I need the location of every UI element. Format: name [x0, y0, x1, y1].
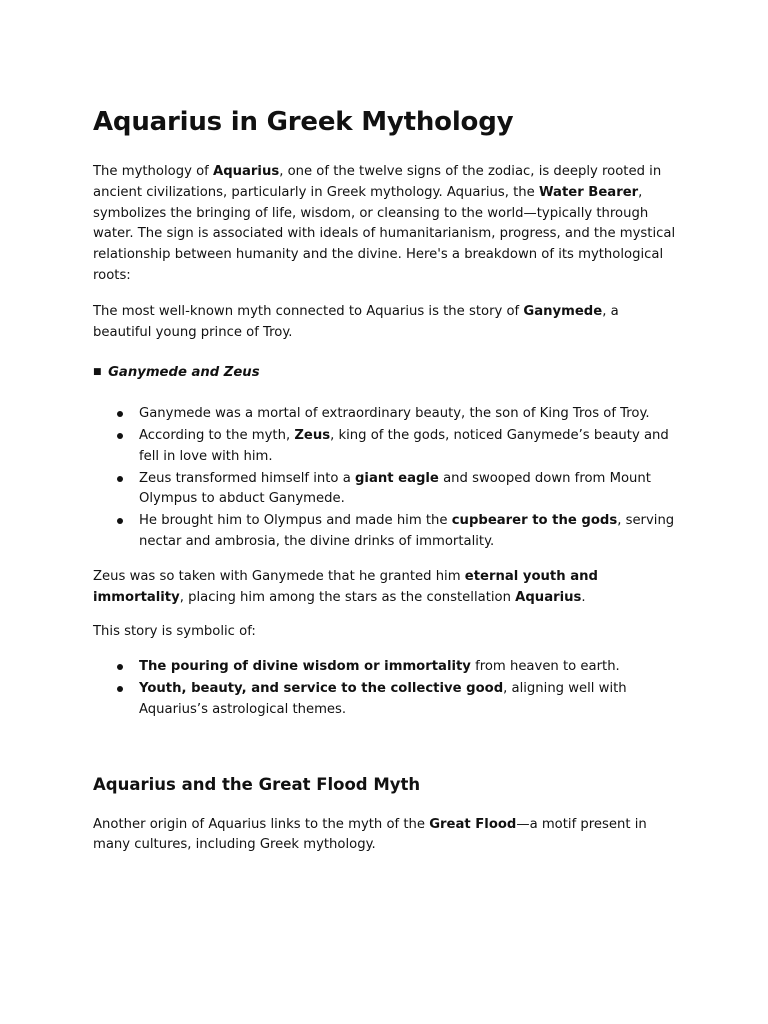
list-item: [93, 426, 678, 468]
list-item-text: and swooped down from Mount Olympus to abduct Ganymede.: [139, 470, 651, 507]
list-item-bold: Zeus: [294, 427, 331, 443]
list-item-text: , king of the gods, noticed Ganymede’s beauty and fell in love with him.: [139, 427, 669, 464]
intro-bold-aquarius: Aquarius: [212, 164, 280, 179]
section-heading-ganymede: [93, 362, 678, 384]
list-item-text: , serving nectar and ambrosia, the divine drinks of immortality.: [139, 513, 675, 549]
list-item-bold: cupbearer to the gods: [451, 513, 618, 529]
symbolic-paragraph: This story is symbolic of:: [93, 624, 256, 640]
myth-text-2: , a beautiful young prince of Troy.: [93, 303, 619, 340]
list-item-bold: giant eagle: [354, 470, 439, 486]
list-item-text: Zeus transformed himself into a: [139, 470, 355, 486]
zeus-text-3: .: [581, 589, 586, 605]
zeus-paragraph: [93, 567, 678, 609]
section-heading-flood: Aquarius and the Great Flood Myth: [93, 774, 421, 794]
document-body: [93, 104, 678, 856]
flood-text-1: Another origin of Aquarius links to the myth of the: [93, 816, 430, 832]
list-item-bold: The pouring of divine wisdom or immortality: [139, 659, 471, 675]
zeus-text-1: Zeus was so taken with Ganymede that he granted him: [93, 568, 465, 584]
list-item: [93, 469, 678, 511]
list-item: [93, 679, 678, 721]
list-item: [93, 404, 678, 425]
intro-text-3: , symbolizes the bringing of life, wisdom, or cleansing to the world—typically through water. The sign is associated with ideals of humanitarianism, progress, and the mystical relationship between humanity and the divine. Here's a breakdown of its mythological roots:: [93, 184, 676, 283]
list-item: [93, 511, 678, 553]
list-item-text: from heaven to earth.: [470, 659, 620, 675]
intro-bold-water-bearer: Water Bearer: [538, 184, 639, 200]
flood-paragraph: [93, 815, 678, 857]
flood-text-2: —a motif present in many cultures, including Greek mythology.: [93, 816, 647, 853]
square-bullet-icon: ■: [93, 367, 102, 378]
intro-text-2: , one of the twelve signs of the zodiac, is deeply rooted in ancient civilizations, particularly in Greek mythology. Aquarius, the: [93, 164, 662, 200]
list-item: [93, 657, 678, 678]
ganymede-bullet-list: [93, 404, 678, 553]
intro-paragraph: [93, 162, 678, 287]
myth-bold-ganymede: Ganymede: [523, 303, 603, 319]
symbolism-bullet-list: [93, 657, 678, 720]
zeus-text-2: , placing him among the stars as the constellation: [179, 589, 516, 605]
myth-text-1: The most well-known myth connected to Aquarius is the story of: [93, 303, 524, 319]
intro-text-1: The mythology of: [93, 164, 213, 179]
list-item-text: , aligning well with Aquarius’s astrological themes.: [139, 680, 627, 717]
list-item-text: According to the myth,: [139, 427, 295, 443]
zeus-bold-immortality: eternal youth and immortality: [93, 568, 598, 605]
myth-intro-paragraph: [93, 302, 678, 344]
list-item-bold: Youth, beauty, and service to the collective good: [139, 680, 504, 696]
list-item-text: Ganymede was a mortal of extraordinary beauty, the son of King Tros of Troy.: [139, 406, 650, 422]
flood-bold-great-flood: Great Flood: [429, 816, 517, 832]
section-heading-text: Ganymede and Zeus: [108, 365, 260, 381]
list-item-text: He brought him to Olympus and made him the: [139, 513, 452, 529]
zeus-bold-aquarius: Aquarius: [515, 589, 582, 605]
page-title: Aquarius in Greek Mythology: [93, 107, 514, 137]
